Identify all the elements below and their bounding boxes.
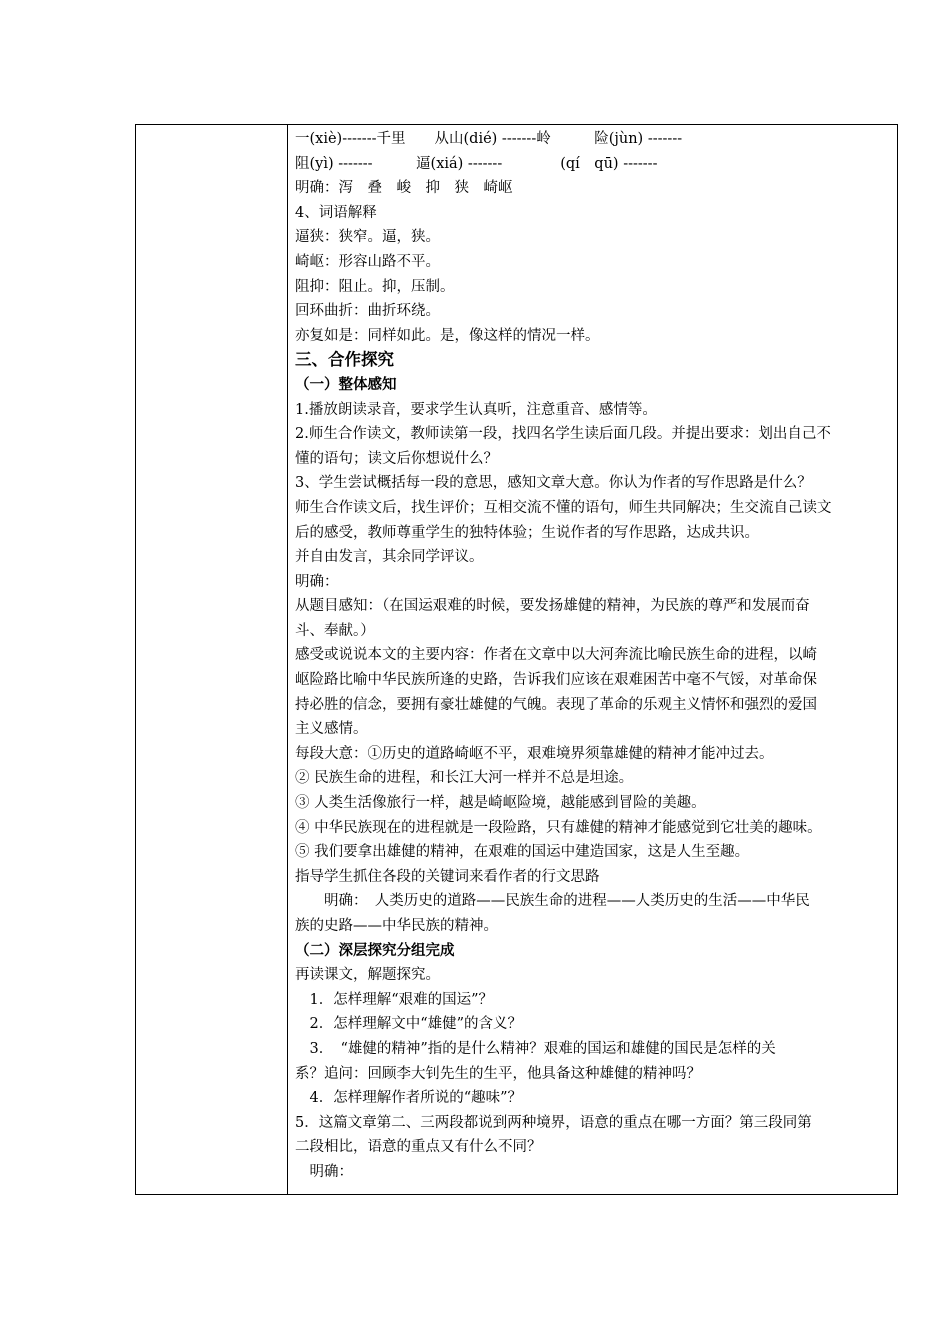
paragraph-line: 感受或说说本文的主要内容：作者在文章中以大河奔流比喻民族生命的进程，以崎 (295, 647, 817, 664)
column-divider (287, 125, 288, 1194)
paragraph-line: 明确： 人类历史的道路——民族生命的进程——人类历史的生活——中华民 (295, 893, 810, 910)
paragraph-line: 再读课文，解题探究。 (295, 967, 440, 984)
paragraph-line: 指导学生抓住各段的关键词来看作者的行文思路 (295, 868, 600, 885)
subheading-overall-perception: （一）整体感知 (295, 375, 397, 393)
paragraph-line: 后的感受，教师尊重学生的独特体验；生说作者的写作思路，达成共识。 (295, 524, 759, 541)
paragraph-line: 斗、奉献。） (295, 622, 375, 639)
question-item: 1．怎样理解“艰难的国运”？ (295, 991, 494, 1008)
question-item: 系？追问：回顾李大钊先生的生平，他具备这种雄健的精神吗？ (295, 1065, 701, 1082)
paragraph-summary-item: ② 民族生命的进程，和长江大河一样并不总是坦途。 (295, 770, 634, 787)
section-heading-cooperative-inquiry: 三、合作探究 (295, 350, 394, 370)
question-item: 2．怎样理解文中“雄健”的含义？ (295, 1016, 523, 1033)
word-explanation: 回环曲折：曲折环绕。 (295, 303, 440, 320)
paragraph-line: 懂的语句；读文后你想说什么？ (295, 450, 498, 467)
paragraph-line: 3、学生尝试概括每一段的意思，感知文章大意。你认为作者的写作思路是什么？ (295, 475, 812, 492)
paragraph-line: 1.播放朗读录音，要求学生认真听，注意重音、感情等。 (295, 401, 657, 418)
vocab-answer: 明确：泻 叠 峻 抑 狭 崎岖 (295, 180, 513, 197)
paragraph-summary-item: ⑤ 我们要拿出雄健的精神，在艰难的国运中建造国家，这是人生至趣。 (295, 844, 750, 861)
paragraph-line: 持必胜的信念，要拥有豪壮雄健的气魄。表现了革命的乐观主义情怀和强烈的爱国 (295, 696, 817, 713)
paragraph-line: 每段大意：①历史的道路崎岖不平，艰难境界须靠雄健的精神才能冲过去。 (295, 745, 774, 762)
paragraph-line: 族的史路——中华民族的精神。 (295, 918, 498, 934)
paragraph-summary-item: ④ 中华民族现在的进程就是一段险路，只有雄健的精神才能感觉到它壮美的趣味。 (295, 819, 822, 836)
subheading-deep-inquiry: （二）深层探究分组完成 (295, 941, 455, 959)
answer-label: 明确： (295, 1163, 353, 1180)
paragraph-line: 从题目感知：（在国运艰难的时候，要发扬雄健的精神，为民族的尊严和发展而奋 (295, 598, 810, 615)
question-item: 3． “雄健的精神”指的是什么精神？艰难的国运和雄健的国民是怎样的关 (295, 1040, 776, 1057)
question-item: 5．这篇文章第二、三两段都说到两种境界，语意的重点在哪一方面？第三段同第 (295, 1114, 812, 1131)
word-explanation: 亦复如是：同样如此。是，像这样的情况一样。 (295, 327, 600, 344)
lesson-table (135, 124, 898, 1195)
paragraph-line: 岖险路比喻中华民族所逢的史路，告诉我们应该在艰难困苦中毫不气馁，对革命保 (295, 672, 817, 689)
paragraph-line: 2.师生合作读文，教师读第一段，找四名学生读后面几段。并提出要求：划出自己不 (295, 426, 831, 443)
paragraph-summary-item: ③ 人类生活像旅行一样，越是崎岖险境，越能感到冒险的美趣。 (295, 795, 706, 812)
word-explanation: 逼狭：狭窄。逼，狭。 (295, 229, 440, 246)
word-explanation: 阻抑：阻止。抑，压制。 (295, 278, 455, 295)
question-item: 二段相比，语意的重点又有什么不同？ (295, 1139, 542, 1156)
question-item: 4．怎样理解作者所说的“趣味”？ (295, 1090, 523, 1107)
section-heading-word-explanation: 4、词语解释 (295, 204, 377, 221)
paragraph-line: 师生合作读文后，找生评价；互相交流不懂的语句，师生共同解决；生交流自己读文 (295, 499, 832, 516)
vocab-line-1: 一(xiè)-------千里 从山(dié) -------岭 险(jùn) ------- (295, 131, 683, 147)
paragraph-line: 明确： (295, 573, 339, 590)
vocab-line-2: 阻(yì) ------- 逼(xiá) ------- (qí qū) ------- (295, 155, 658, 172)
content-cell (295, 127, 895, 1185)
paragraph-line: 主义感情。 (295, 721, 368, 738)
paragraph-line: 并自由发言，其余同学评议。 (295, 549, 484, 566)
word-explanation: 崎岖：形容山路不平。 (295, 253, 440, 270)
